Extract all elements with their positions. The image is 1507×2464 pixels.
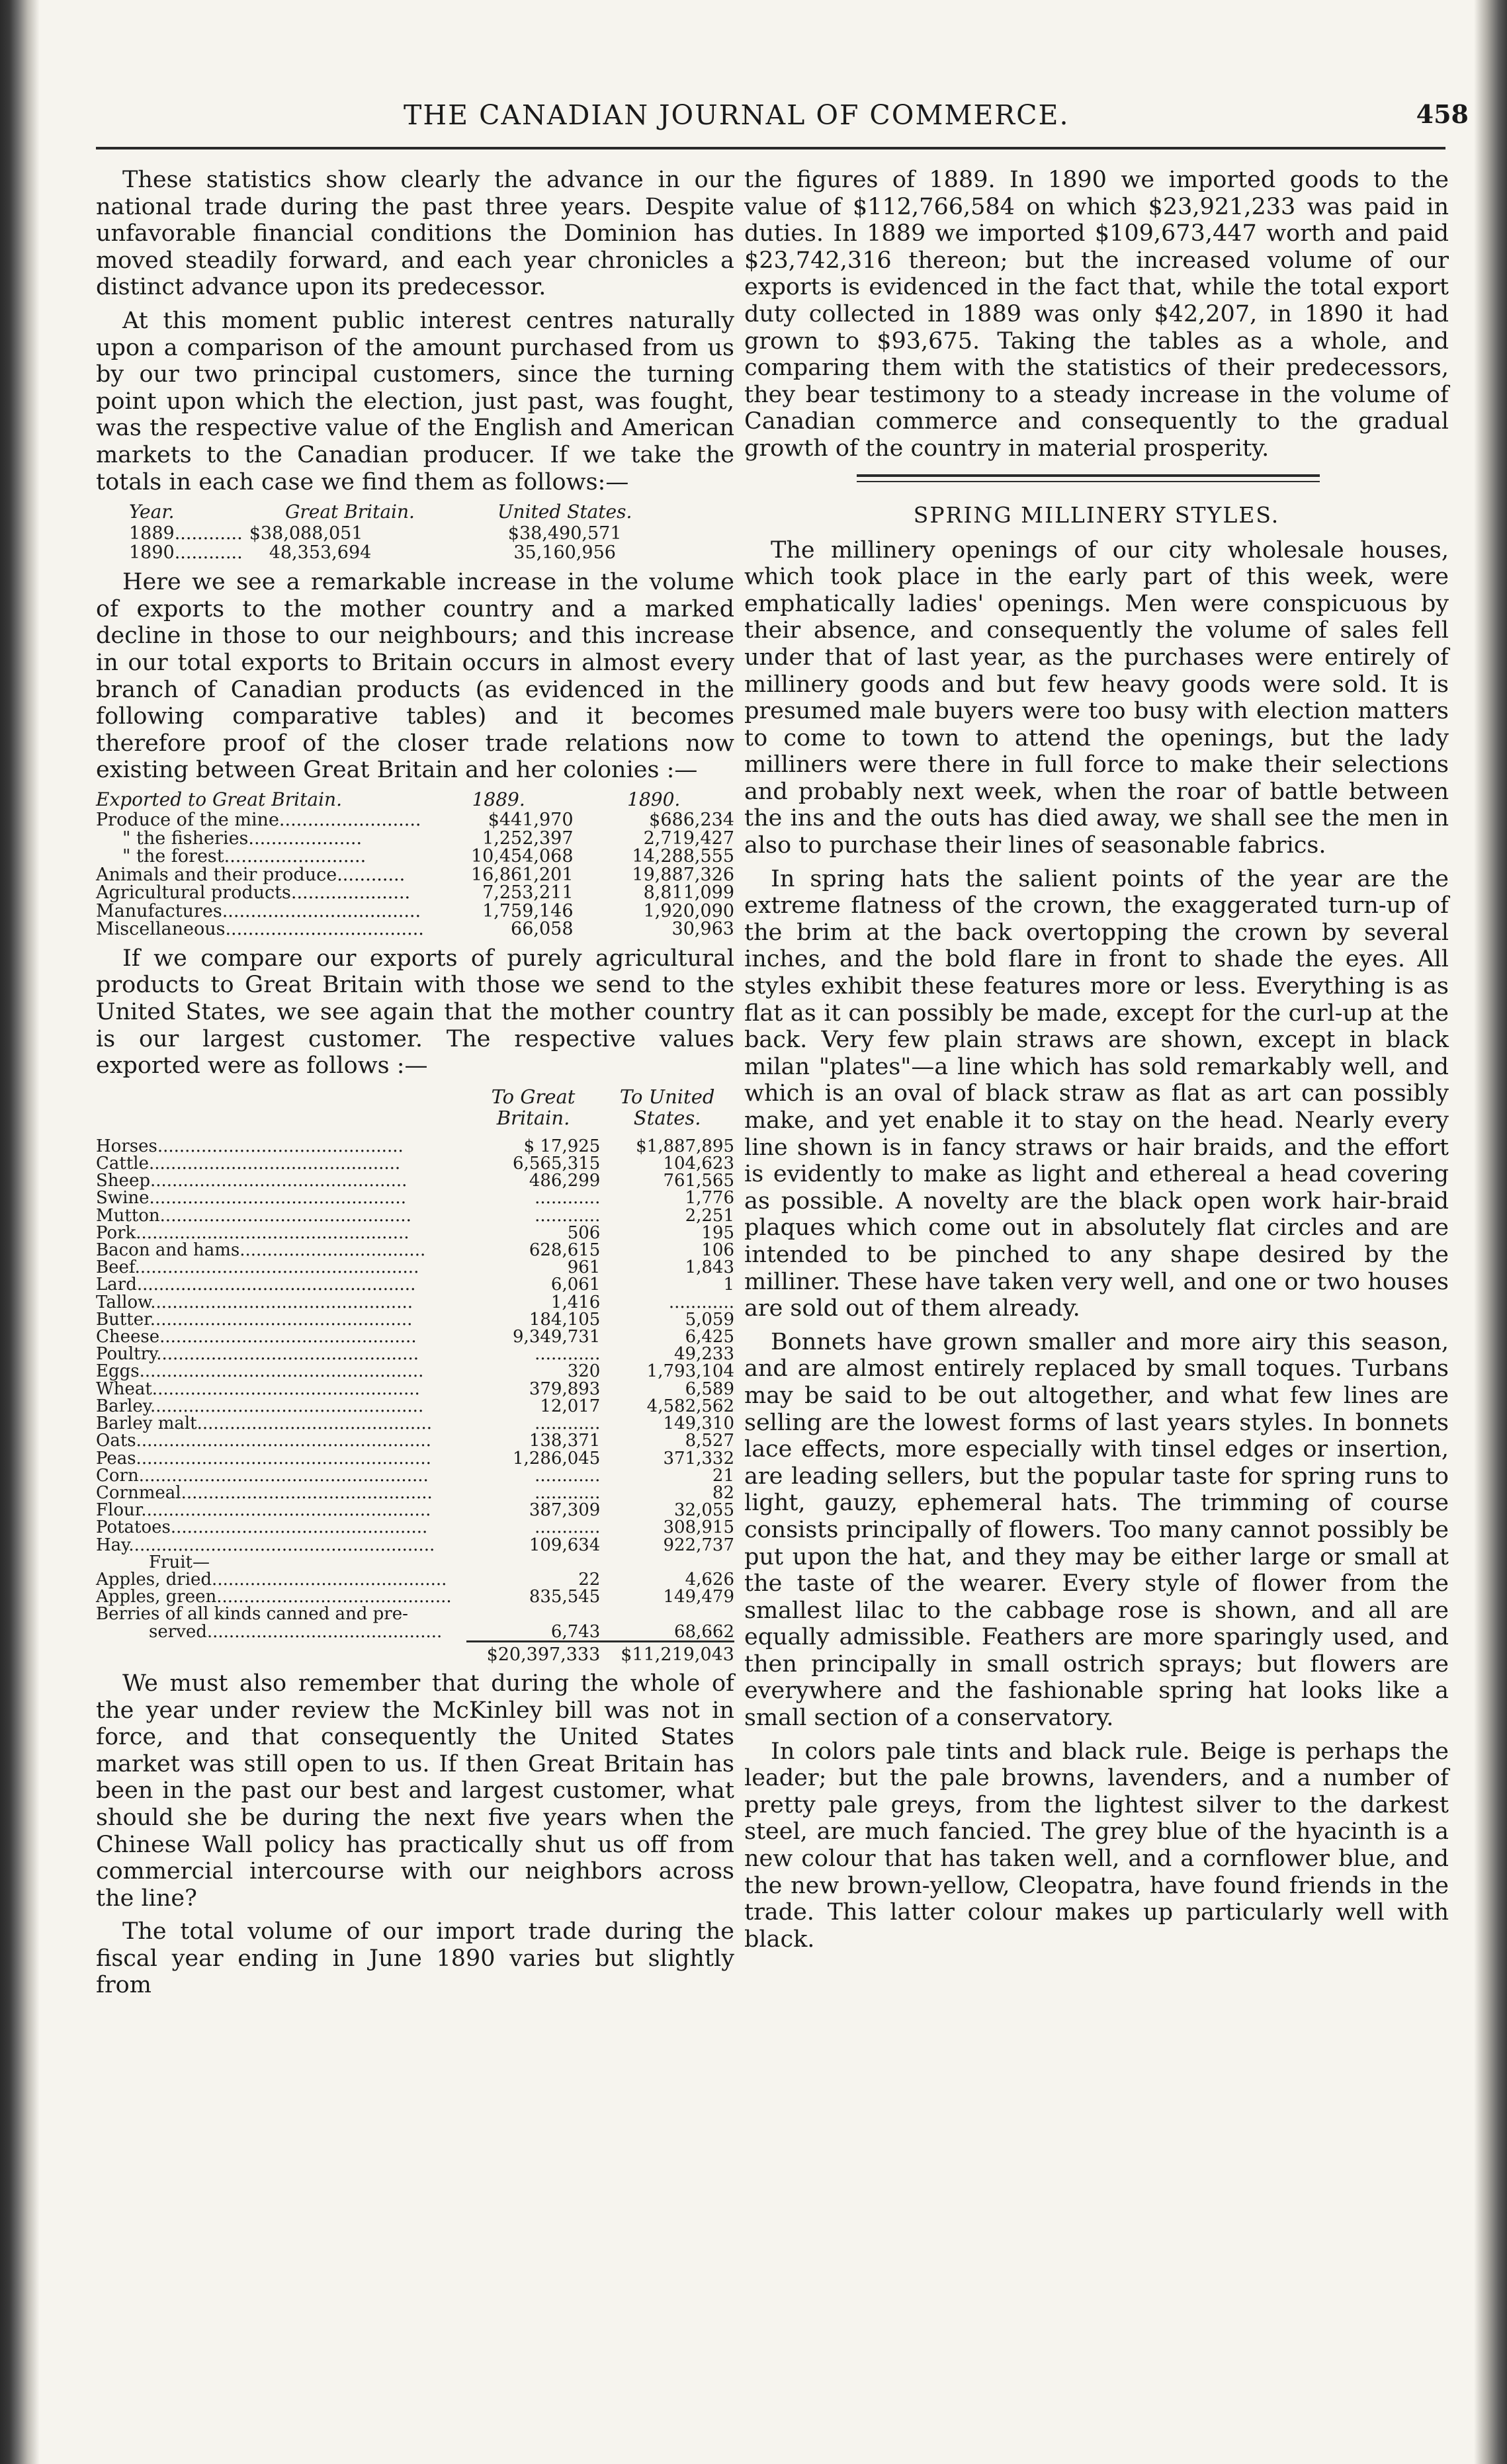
table-cell: 109,634 [529,1535,601,1555]
table-cell: 1,920,090 [643,900,734,921]
table-cell: $ 17,925 [523,1136,601,1156]
table-cell: Hay........................................................ [96,1535,435,1555]
exports-totals-table [96,502,734,562]
table-total-cell: $11,219,043 [600,1641,734,1664]
right-column [744,167,1449,1959]
table-cell: 1 [723,1275,734,1295]
table-cell: Corn..................................................... [96,1465,429,1486]
table-cell: 4,626 [685,1569,734,1590]
left-column [96,167,734,2006]
table-cell: 49,233 [674,1344,734,1365]
paragraph: the figures of 1889. In 1890 we imported goods to the value of $112,766,584 on which $23,921,233 was paid in duties. In 1889 we imported $109,673,447 worth and paid $23,742,316 thereon; but the increased volume of our exports is evidenced in the fact that, while the total export duty collected in 1889 was only $42,207, in 1890 it had grown to $93,675. Taking the tables as a whole, and comparing them with the statistics of their predecessors, they bear testimony to a steady increase in the volume of Canadian commerce and consequently to the gradual growth of the country in material prosperity. [744,167,1449,462]
section-heading: SPRING MILLINERY STYLES. [913,501,1280,528]
table-cell: 6,565,315 [513,1154,601,1174]
table-cell: 30,963 [671,919,734,940]
table-cell: Butter................................................ [96,1309,413,1330]
table-row [96,1415,734,1432]
table-cell: 21 [712,1465,734,1486]
table-cell: 12,017 [540,1396,601,1416]
table-cell: Apples, dried........................................... [96,1569,447,1590]
table-cell: ............ [535,1188,601,1209]
table-cell: Lard................................................... [96,1275,416,1295]
table-cell: " the fisheries.................... [122,828,363,849]
scan-edge-left [0,0,40,2464]
table-cell: ............ [535,1205,601,1226]
table-cell: Poultry................................................ [96,1344,419,1365]
table-cell: $38,490,571 [507,523,622,544]
table-row [96,884,734,902]
table-cell: 835,545 [529,1587,601,1607]
paragraph: In colors pale tints and black rule. Beige is perhaps the leader; but the pale browns, lavenders, and a number of pretty pale greys, from the lightest silver to the darkest steel, are much fancied. The grey blue of the hyacinth is a new colour that has taken well, and a cornflower blue, and the new brown-yellow, Cleopatra, have found friends in the trade. This latter colour makes up particularly well with black. [744,1738,1449,1953]
table-cell: 7,253,211 [482,882,574,904]
table-cell: 6,743 [550,1621,601,1642]
table-cell: 82 [712,1482,734,1503]
table-header: Great Britain. [285,501,415,523]
table-header: 1889. [472,788,525,810]
table-row [96,1484,734,1502]
table-header: To United States. [619,1085,715,1129]
table-cell: 22 [578,1569,601,1590]
table-row [96,1242,734,1259]
table-cell: Animals and their produce............ [96,864,406,885]
table-cell: 6,425 [685,1327,734,1347]
table-cell: Cornmeal.............................................. [96,1482,433,1503]
table-header: To Great Britain. [491,1085,576,1129]
table-row [96,1155,734,1172]
table-row [96,1345,734,1363]
table-row [96,866,734,884]
table-row [96,1623,734,1642]
table-cell: 1,843 [685,1257,734,1278]
table-cell: Produce of the mine......................... [96,810,421,831]
table-cell: 2,719,427 [643,828,734,849]
table-row [96,1328,734,1345]
table-cell: 184,105 [529,1309,601,1330]
exports-by-branch-table [96,790,734,939]
table-cell: 1,416 [550,1292,601,1312]
table-cell: Apples, green........................................... [96,1587,452,1607]
table-row [96,1432,734,1449]
table-row [96,1224,734,1242]
section-rule [857,481,1320,482]
table-cell: Eggs.................................................... [96,1361,424,1382]
table-cell: ............ [535,1482,601,1503]
table-row [96,1294,734,1311]
table-cell: Berries of all kinds canned and pre- [96,1604,408,1625]
table-cell: 8,527 [685,1431,734,1451]
running-title: THE CANADIAN JOURNAL OF COMMERCE. [404,99,1070,131]
table-row [96,1276,734,1293]
table-row [96,543,734,562]
paragraph: The total volume of our import trade during the fiscal year ending in June 1890 varies but slightly from [96,1918,734,1999]
table-cell: 320 [567,1361,601,1382]
table-cell: 48,353,694 [269,542,372,564]
table-header: 1890. [627,788,681,810]
table-cell: 387,309 [529,1500,601,1521]
table-row [96,1467,734,1484]
page-header [370,99,1469,139]
table-cell: 149,479 [663,1587,734,1607]
table-header: Year. [129,501,175,523]
table-header: Exported to Great Britain. [96,788,342,810]
table-cell: served........................................... [149,1622,443,1642]
scan-edge-right [1474,0,1507,2464]
table-cell: 1,759,146 [482,900,574,921]
table-cell: 1,776 [685,1188,734,1209]
paragraph: Here we see a remarkable increase in the volume of exports to the mother country and a marked decline in those to our neighbours; and this increase in our total exports to Britain occurs in almost every branch of Canadian products (as evidenced in the following comparative tables) and it becomes therefore proof of the closer trade relations now existing between Great Britain and her colonies :— [96,569,734,784]
table-cell: 6,061 [550,1275,601,1295]
table-row [96,1138,734,1155]
table-cell: $1,887,895 [636,1136,734,1156]
table-row [96,1381,734,1398]
table-cell: 10,454,068 [470,846,574,867]
table-cell: $38,088,051 [249,523,363,544]
table-row [96,1571,734,1588]
table-row [96,1450,734,1467]
table-cell: 195 [701,1222,734,1243]
table-cell: 308,915 [663,1517,734,1538]
table-cell: Horses............................................. [96,1136,404,1156]
table-cell: 506 [567,1222,601,1243]
paragraph: The millinery openings of our city wholesale houses, which took place in the early part of this week, were emphatically ladies' openings. Men were conspicuous by their absence, and consequently the volume of sales fell under that of last year, as the purchases were entirely of millinery goods and but few heavy goods were sold. It is presumed male buyers were too busy with election matters to come to town to attend the openings, but the lady milliners were there in full force to make their selections and probably next week, when the roar of battle between the ins and the outs has died away, we shall see the men in also to purchase their lines of seasonable fabrics. [744,536,1449,859]
table-cell: 628,615 [529,1240,601,1261]
paragraph: Bonnets have grown smaller and more airy this season, and are almost entirely replaced by small toques. Turbans may be said to be out altogether, and what few lines are selling are the lowest forms of last years styles. In bonnets lace effects, more especially with tinsel edges or insertion, are leading sellers, but the popular taste for spring runs to light, gauzy, ephemeral hats. The trimming of course consists principally of flowers. Too many cannot possibly be put upon the hat, and they may be either large or small at the taste of the wearer. Every style of flower from the smallest lilac to the cabbage rose is shown, and all are equally admissible. Feathers are more sparingly used, and then principally in small ostrich sprays; but flowers are everywhere and the fashionable spring hat looks like a small section of a conservatory. [744,1328,1449,1732]
table-total-row [96,1641,734,1664]
table-cell: 68,662 [674,1621,734,1642]
table-cell: 8,811,099 [643,882,734,904]
table-row [96,524,734,543]
table-cell: Barley.................................................. [96,1396,424,1416]
table-cell: Mutton.............................................. [96,1205,411,1226]
table-cell: 32,055 [674,1500,734,1521]
table-cell: 379,893 [529,1379,601,1399]
table-row [96,1502,734,1519]
table-cell: 371,332 [663,1448,734,1468]
table-cell: $441,970 [488,810,574,831]
table-row [96,1189,734,1207]
table-cell: 6,589 [685,1379,734,1399]
table-row [96,811,734,829]
table-cell: 138,371 [529,1431,601,1451]
table-row [96,829,734,848]
table-cell: Potatoes............................................... [96,1517,428,1538]
agricultural-exports-table [96,1086,734,1131]
table-row [96,1605,734,1623]
table-cell: Manufactures................................... [96,900,421,921]
paragraph: In spring hats the salient points of the year are the extreme flatness of the crown, the exaggerated turn-up of the brim at the back overtopping the crown by several inches, and the bold flare in front to shade the eyes. All styles exhibit these features more or less. Everything is as flat as it can possibly be made, except for the curl-up at the back. Very few plain straws are shown, except in black milan "plates"—a line which has sold remarkably well, and which is an oval of black straw as flat as art can possibly make, and yet enable it to stay on the head. Nearly every line shown is in fancy straws or hair braids, and the effort is evidently to make as light and ethereal a head covering as possible. A novelty are the black open work hair-braid plaques which come out in absolutely flat circles and are intended to be pinched to any shape desired by the milliner. These have taken very well, and one or two houses are sold out of them already. [744,865,1449,1322]
table-total-cell: $20,397,333 [466,1641,601,1664]
table-row [96,1398,734,1415]
table-row [96,1363,734,1380]
table-cell: Cheese............................................... [96,1327,417,1347]
table-cell: 961 [567,1257,601,1278]
table-cell: 1,286,045 [513,1448,601,1468]
agricultural-exports-body [96,1138,734,1664]
table-cell: ............ [668,1292,734,1312]
table-cell: 2,251 [685,1205,734,1226]
table-cell: ............ [535,1414,601,1434]
table-cell: Agricultural products..................... [96,882,411,904]
table-cell: Pork.................................................. [96,1222,409,1243]
table-cell: Oats...................................................... [96,1431,431,1451]
table-cell: Sheep............................................... [96,1171,408,1191]
table-row [96,902,734,921]
fruit-subheading: Fruit— [149,1552,210,1572]
table-cell: 1889............ [129,523,243,544]
table-cell: 1,793,104 [646,1361,734,1382]
table-cell: 106 [701,1240,734,1261]
table-row [96,1311,734,1328]
table-cell: 149,310 [663,1414,734,1434]
table-cell: 35,160,956 [513,542,616,564]
table-cell: $686,234 [649,810,734,831]
paragraph: At this moment public interest centres naturally upon a comparison of the amount purchased from us by our two principal customers, since the turning point upon which the election, just past, was fought, was the respective value of the English and American markets to the Canadian producer. If we take the totals in each case we find them as follows:— [96,307,734,495]
table-row [96,1588,734,1605]
header-rule [96,147,1445,149]
table-cell: " the forest......................... [122,846,366,867]
table-cell: Bacon and hams.................................. [96,1240,426,1261]
table-cell: Beef.................................................... [96,1257,419,1278]
table-cell: 9,349,731 [513,1327,601,1347]
table-row [96,1537,734,1554]
table-cell: 1890............ [129,542,243,564]
table-cell: Flour..................................................... [96,1500,431,1521]
table-header-row [96,1086,734,1131]
table-cell: 486,299 [529,1171,601,1191]
table-cell: 66,058 [511,919,574,940]
table-row [96,1519,734,1536]
table-cell: ............ [535,1465,601,1486]
table-row [96,1259,734,1276]
table-cell: Wheat................................................. [96,1379,420,1399]
table-header-row [96,502,734,524]
paragraph: We must also remember that during the whole of the year under review the McKinley bill was not in force, and that consequently the United States market was still open to us. If then Great Britain has been in the past our best and largest customer, what should she be during the next five years when the Chinese Wall policy has practically shut us off from commercial intercourse with our neighbors across the line? [96,1670,734,1912]
table-row [96,920,734,939]
table-cell: Peas...................................................... [96,1448,431,1468]
paragraph: If we compare our exports of purely agricultural products to Great Britain with those we send to the United States, we see again that the mother country is our largest customer. The respective values exported were as follows :— [96,945,734,1080]
table-row [96,1207,734,1224]
table-cell: ............ [535,1517,601,1538]
table-row [96,847,734,866]
table-row [96,1554,734,1571]
paragraph: These statistics show clearly the advance in our national trade during the past three years. Despite unfavorable financial conditions the Dominion has moved steadily forward, and each year chronicles a distinct advance upon its predecessor. [96,167,734,301]
table-cell: 16,861,201 [470,864,574,885]
table-cell: 104,623 [663,1154,734,1174]
table-cell: 4,582,562 [646,1396,734,1416]
table-row [96,1172,734,1189]
table-cell: 922,737 [663,1535,734,1555]
page-number: 458 [1416,99,1469,129]
table-cell: Cattle.............................................. [96,1154,401,1174]
table-cell: Miscellaneous................................... [96,919,424,940]
table-cell: Tallow................................................ [96,1292,413,1312]
table-cell: 761,565 [663,1171,734,1191]
table-cell: 1,252,397 [482,828,574,849]
table-header: United States. [497,501,632,523]
table-cell: 5,059 [685,1309,734,1330]
table-cell [96,1641,466,1664]
table-header-row [96,790,734,812]
table-cell: Swine............................................... [96,1188,406,1209]
table-cell: 19,887,326 [632,864,734,885]
table-cell: ............ [535,1344,601,1365]
table-cell: 14,288,555 [632,846,734,867]
section-rule [857,474,1320,477]
table-cell: Barley malt........................................... [96,1414,432,1434]
